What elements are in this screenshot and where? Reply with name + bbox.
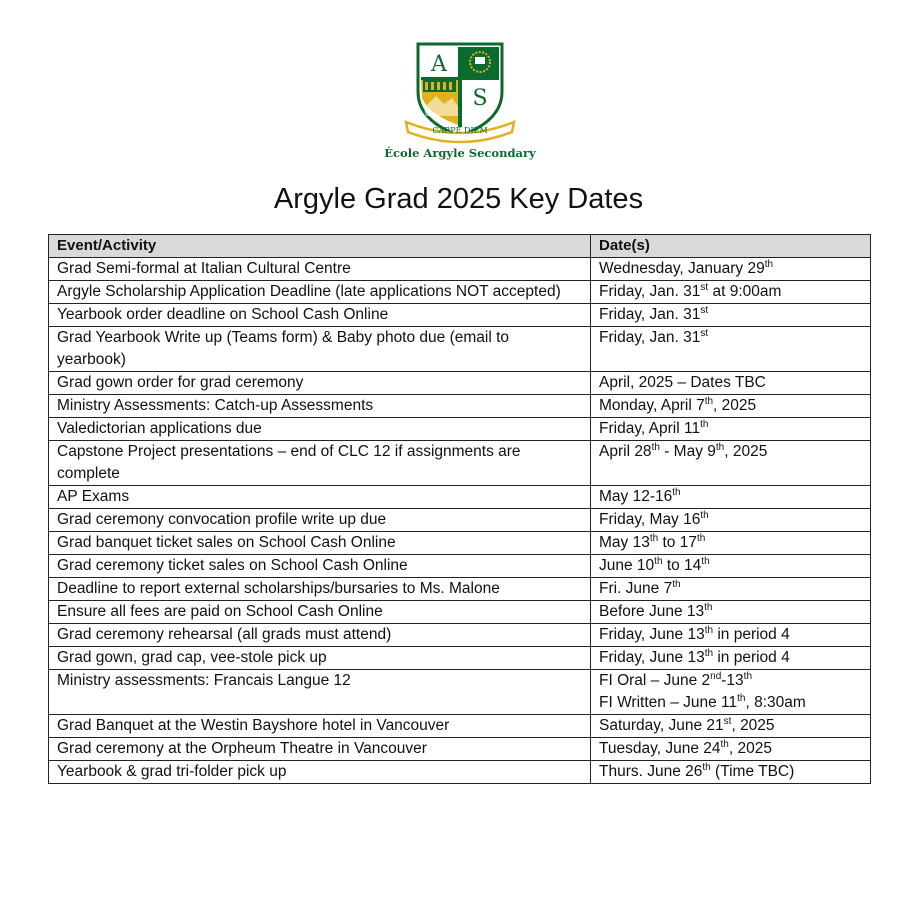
table-row bbox=[49, 327, 871, 372]
ordinal-suffix: th bbox=[700, 419, 709, 430]
event-cell: Yearbook & grad tri-folder pick up bbox=[49, 761, 591, 784]
table-row bbox=[49, 281, 871, 304]
ordinal-suffix: th bbox=[704, 396, 714, 407]
event-cell: Grad gown, grad cap, vee-stole pick up bbox=[49, 647, 591, 670]
event-cell: Grad Semi-formal at Italian Cultural Centre bbox=[49, 258, 591, 281]
event-cell: Ministry assessments: Francais Langue 12 bbox=[49, 670, 591, 715]
table-row bbox=[49, 418, 871, 441]
date-cell: Fri. June 7th bbox=[591, 578, 871, 601]
date-cell: May 12-16th bbox=[591, 486, 871, 509]
date-cell: Friday, Jan. 31st at 9:00am bbox=[591, 281, 871, 304]
date-cell: April 28th - May 9th, 2025 bbox=[591, 441, 871, 486]
date-cell: Wednesday, January 29th bbox=[591, 258, 871, 281]
date-cell: Friday, Jan. 31st bbox=[591, 327, 871, 372]
ordinal-suffix: th bbox=[700, 510, 709, 521]
table-row bbox=[49, 509, 871, 532]
ordinal-suffix: th bbox=[649, 533, 659, 544]
date-cell: Friday, April 11th bbox=[591, 418, 871, 441]
event-cell: Deadline to report external scholarships/bursaries to Ms. Malone bbox=[49, 578, 591, 601]
ordinal-suffix: th bbox=[672, 487, 681, 498]
date-cell: Before June 13th bbox=[591, 601, 871, 624]
table-row bbox=[49, 738, 871, 761]
ordinal-suffix: th bbox=[704, 625, 714, 636]
ordinal-suffix: st bbox=[700, 328, 709, 339]
ordinal-suffix: th bbox=[696, 533, 706, 544]
ordinal-suffix: th bbox=[704, 602, 713, 613]
date-cell: Friday, Jan. 31st bbox=[591, 304, 871, 327]
date-cell: Saturday, June 21st, 2025 bbox=[591, 715, 871, 738]
date-cell: April, 2025 – Dates TBC bbox=[591, 372, 871, 395]
table-row bbox=[49, 372, 871, 395]
table-row bbox=[49, 578, 871, 601]
event-cell: Grad ceremony convocation profile write up due bbox=[49, 509, 591, 532]
date-cell: Tuesday, June 24th, 2025 bbox=[591, 738, 871, 761]
table-header-row bbox=[49, 235, 871, 258]
ordinal-suffix: th bbox=[737, 693, 746, 704]
event-cell: Grad ceremony ticket sales on School Cash Online bbox=[49, 555, 591, 578]
table-row bbox=[49, 601, 871, 624]
date-cell: Friday, May 16th bbox=[591, 509, 871, 532]
crest-shield-icon bbox=[400, 40, 520, 145]
event-cell: Yearbook order deadline on School Cash Online bbox=[49, 304, 591, 327]
header-event: Event/Activity bbox=[49, 235, 591, 258]
date-cell: FI Oral – June 2nd-13th FI Written – June 11th, 8:30am bbox=[591, 670, 871, 715]
ordinal-suffix: st bbox=[700, 305, 709, 316]
event-cell: Grad banquet ticket sales on School Cash Online bbox=[49, 532, 591, 555]
ordinal-suffix: th bbox=[702, 762, 711, 773]
ordinal-suffix: th bbox=[764, 259, 774, 270]
page-title: Argyle Grad 2025 Key Dates bbox=[273, 183, 644, 215]
ordinal-suffix: st bbox=[723, 716, 732, 727]
table-body bbox=[49, 258, 871, 784]
table-row bbox=[49, 647, 871, 670]
date-cell: June 10th to 14th bbox=[591, 555, 871, 578]
table-row bbox=[49, 441, 871, 486]
date-cell: Friday, June 13th in period 4 bbox=[591, 624, 871, 647]
header-dates: Date(s) bbox=[591, 235, 871, 258]
crest-letter-a: A bbox=[431, 52, 447, 77]
date-cell: May 13th to 17th bbox=[591, 532, 871, 555]
event-cell: Argyle Scholarship Application Deadline (late applications NOT accepted) bbox=[49, 281, 591, 304]
event-cell: Valedictorian applications due bbox=[49, 418, 591, 441]
table-row bbox=[49, 670, 871, 715]
event-cell: AP Exams bbox=[49, 486, 591, 509]
table-row bbox=[49, 395, 871, 418]
crest-letter-s: S bbox=[472, 86, 488, 111]
event-cell: Grad Yearbook Write up (Teams form) & Baby photo due (email to yearbook) bbox=[49, 327, 591, 372]
date-cell: Monday, April 7th, 2025 bbox=[591, 395, 871, 418]
date-cell: Friday, June 13th in period 4 bbox=[591, 647, 871, 670]
table-row bbox=[49, 761, 871, 784]
key-dates-table bbox=[48, 234, 871, 784]
event-cell: Ministry Assessments: Catch-up Assessments bbox=[49, 395, 591, 418]
date-cell: Thurs. June 26th (Time TBC) bbox=[591, 761, 871, 784]
ordinal-suffix: th bbox=[701, 556, 710, 567]
ordinal-suffix: th bbox=[704, 648, 714, 659]
ordinal-suffix: th bbox=[672, 579, 681, 590]
ordinal-suffix: th bbox=[720, 739, 729, 750]
table-row bbox=[49, 624, 871, 647]
event-cell: Grad ceremony rehearsal (all grads must attend) bbox=[49, 624, 591, 647]
table-row bbox=[49, 486, 871, 509]
ordinal-suffix: th bbox=[743, 671, 753, 682]
school-name: École Argyle Secondary bbox=[384, 146, 536, 160]
crest-motto: CARPE DIEM bbox=[432, 126, 488, 135]
ordinal-suffix: nd bbox=[710, 671, 722, 682]
table-row bbox=[49, 258, 871, 281]
event-cell: Grad Banquet at the Westin Bayshore hotel in Vancouver bbox=[49, 715, 591, 738]
ordinal-suffix: th bbox=[654, 556, 663, 567]
table-row bbox=[49, 555, 871, 578]
event-cell: Grad ceremony at the Orpheum Theatre in Vancouver bbox=[49, 738, 591, 761]
event-cell: Capstone Project presentations – end of CLC 12 if assignments are complete bbox=[49, 441, 591, 486]
table-row bbox=[49, 715, 871, 738]
ordinal-suffix: th bbox=[651, 442, 660, 453]
table-row bbox=[49, 304, 871, 327]
ordinal-suffix: th bbox=[715, 442, 725, 453]
table-row bbox=[49, 532, 871, 555]
event-cell: Ensure all fees are paid on School Cash Online bbox=[49, 601, 591, 624]
event-cell: Grad gown order for grad ceremony bbox=[49, 372, 591, 395]
ordinal-suffix: st bbox=[700, 282, 709, 293]
